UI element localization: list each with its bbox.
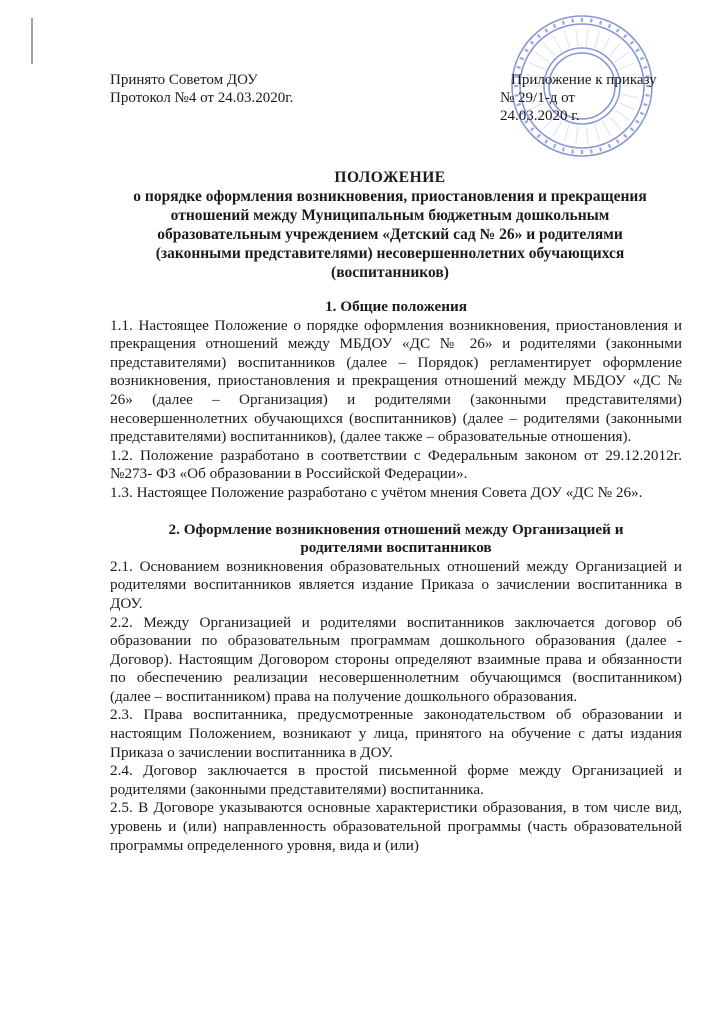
title-line: образовательным учреждением «Детский сад № 26» и родителями xyxy=(157,226,623,243)
title-line: (воспитанников) xyxy=(331,264,449,281)
title-line: отношений между Муниципальным бюджетным дошкольным xyxy=(170,207,610,224)
paragraph: 2.3. Права воспитанника, предусмотренные законодательством об образовании и настоящим Положением, возникают у лица, принятого на обучение с даты издания Приказа о зачислении воспитанника в ДОУ. xyxy=(110,706,682,761)
paragraph: 2.2. Между Организацией и родителями воспитанников заключается договор об образовании по образовательным программам дошкольного образования (далее - Договор). Настоящим Договором стороны определяют взаимные права и обязанности по обеспечению реализации несовершеннолетним обучающимся (воспитанником) (далее – воспитанником) права на получение дошкольного образования. xyxy=(110,613,682,705)
paragraph: 1.3. Настоящее Положение разработано с учётом мнения Совета ДОУ «ДС № 26». xyxy=(110,483,643,501)
order-date-line: 24.03.2020 г. xyxy=(500,108,580,124)
section-heading: 1. Общие положения xyxy=(325,298,467,315)
section-2 xyxy=(110,521,682,856)
section-heading: родителями воспитанников xyxy=(300,539,492,557)
paragraph: 1.1. Настоящее Положение о порядке оформления возникновения, приостановления и прекращения отношений между МБДОУ «ДС № 26» и родителями (законными представителями) воспитанников (далее – Порядок) регламентирует оформление возникновения, приостановления и прекращения отношений между МБДОУ «ДС № 26» (далее – Организация) и родителями (законными представителями) несовершеннолетних обучающихся (воспитанников) (далее – родителями (законными представителями) воспитанников), (далее также – образовательные отношения). xyxy=(110,316,682,446)
title-main: ПОЛОЖЕНИЕ xyxy=(334,169,446,186)
section-heading: 2. Оформление возникновения отношений между Организацией и xyxy=(168,520,624,538)
paragraph: 2.5. В Договоре указываются основные характеристики образования, в том числе вид, уровень и (или) направленность образовательной программы (часть образовательной программы определенного уровня, вида и (или) xyxy=(110,799,682,854)
paragraph: 2.4. Договор заключается в простой письменной форме между Организацией и родителями (законными представителями) воспитанника. xyxy=(110,762,682,798)
paragraph: 2.1. Основанием возникновения образовательных отношений между Организацией и родителями воспитанников является издание Приказа о зачислении воспитанника в ДОУ. xyxy=(110,557,682,612)
order-block xyxy=(500,71,680,125)
approval-block xyxy=(110,71,293,107)
document-body xyxy=(110,298,682,855)
order-line: Приложение к приказу xyxy=(511,72,657,88)
protocol-line: Протокол №4 от 24.03.2020г. xyxy=(110,90,294,106)
approval-line: Принято Советом ДОУ xyxy=(110,72,258,88)
document-title xyxy=(100,168,680,282)
title-line: о порядке оформления возникновения, приостановления и прекращения xyxy=(133,188,647,205)
section-1 xyxy=(110,298,682,503)
title-line: (законными представителями) несовершеннолетних обучающихся xyxy=(155,245,625,262)
scan-edge-mark xyxy=(31,18,33,64)
section-gap xyxy=(110,503,682,521)
paragraph: 1.2. Положение разработано в соответствии с Федеральным законом от 29.12.2012г. №273- ФЗ «Об образовании в Российской Федерации». xyxy=(110,446,682,483)
order-number-line: № 29/1-д от xyxy=(500,90,575,106)
